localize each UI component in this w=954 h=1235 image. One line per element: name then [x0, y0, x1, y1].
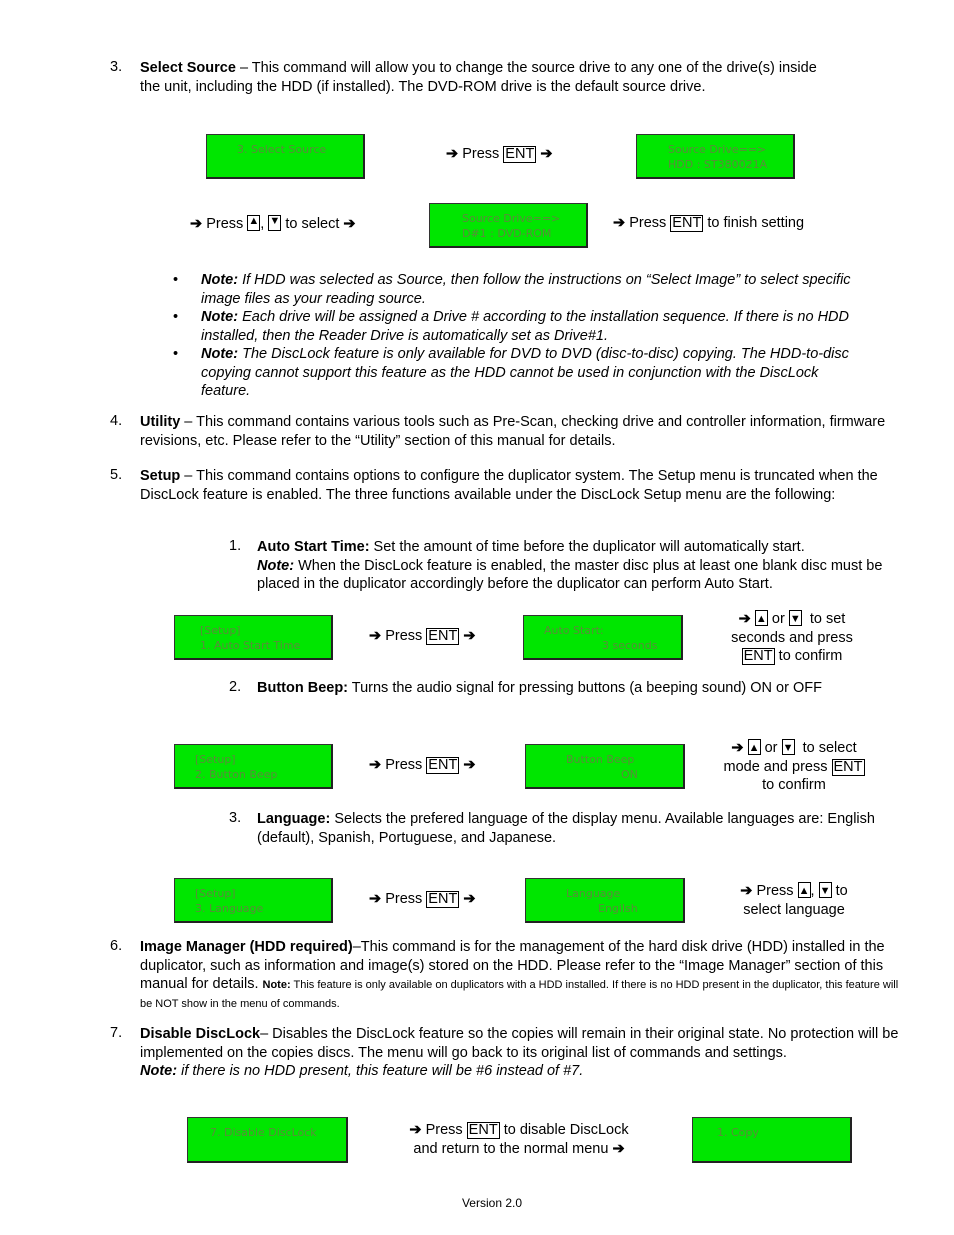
- lcd-line: Source Drive==>: [668, 143, 767, 156]
- lcd-line: [Setup]: [200, 624, 241, 637]
- arrow-icon: ➔: [409, 1122, 422, 1138]
- lcd-line: 3. Language: [195, 902, 264, 915]
- arrow-icon: ➔: [738, 611, 751, 627]
- item-title: Setup: [140, 468, 181, 484]
- lcd-line: Language: [566, 887, 621, 900]
- lcd-select-source: [206, 134, 365, 179]
- to-select-label: to select: [802, 740, 857, 756]
- sub-text: Selects the prefered language of the display menu. Available languages are: English (default), Spanish, Portuguese, and Japanese.: [257, 811, 875, 846]
- sub-text: Turns the audio signal for pressing buttons (a beeping sound) ON or OFF: [348, 680, 822, 696]
- item-text: – This command contains various tools such as Pre-Scan, checking drive and controller information, firmware revisions, etc. Please refer to the “Utility” section of this manual for details.: [140, 414, 886, 449]
- press-label: Press: [629, 215, 667, 231]
- lcd-setup-language: [174, 878, 333, 923]
- sub-text: Set the amount of time before the duplicator will automatically start.: [369, 539, 805, 555]
- disable-instruction: [388, 1121, 650, 1158]
- bullet: •: [173, 272, 179, 288]
- note-text: Each drive will be assigned a Drive # according to the installation sequence. If there is no HDD installed, then the Reader Drive is automatically set as Drive#1.: [201, 309, 849, 344]
- to-confirm-label: to confirm: [778, 648, 843, 664]
- up-arrow-key-icon: ▲: [247, 215, 260, 231]
- lcd-line: Engilsh: [598, 902, 638, 915]
- press-label: Press: [385, 757, 423, 773]
- lcd-line: 1. Auto Start Time: [200, 639, 301, 652]
- lcd-copy: [692, 1117, 852, 1163]
- item-text: –This command is for the management of the hard disk drive (HDD) installed in the duplicator, such as information and image(s) stored on the HDD. Please refer to the “Image Manager” section of this manual for details.: [140, 939, 885, 992]
- item-title: Select Source: [140, 60, 236, 76]
- arrow-icon: ➔: [446, 146, 459, 162]
- select-source-paragraph: [140, 59, 840, 96]
- lcd-line: Button Beep: [566, 753, 635, 766]
- sub-number: 2.: [229, 679, 242, 695]
- note-text: This feature is only available on duplicators with a HDD installed. If there is no HDD present in the duplicator, this feature will be NOT show in the menu of commands.: [140, 979, 899, 1010]
- arrow-icon: ➔: [731, 740, 744, 756]
- lcd-language: [525, 878, 685, 923]
- lcd-disable-disclock: [187, 1117, 348, 1163]
- lcd-line: [Setup]: [195, 887, 236, 900]
- arrow-icon: ➔: [369, 628, 382, 644]
- item-number: 6.: [110, 938, 123, 954]
- arrow-icon: ➔: [540, 146, 553, 162]
- note-item: [173, 345, 866, 401]
- lcd-setup-button-beep: [174, 744, 333, 789]
- arrow-icon: ➔: [190, 216, 203, 232]
- arrow-icon: ➔: [613, 215, 626, 231]
- seconds-label: seconds and press: [731, 629, 853, 646]
- lcd-line: Source Drive==>: [462, 212, 561, 225]
- arrow-icon: ➔: [343, 216, 356, 232]
- or-label: or: [771, 611, 785, 627]
- ent-key: ENT: [468, 1122, 498, 1138]
- sub-number: 3.: [229, 810, 242, 826]
- select-language-label: select language: [743, 901, 845, 918]
- sub-title: Button Beep:: [257, 680, 349, 696]
- item-text: – This command will allow you to change the source drive to any one of the drive(s) inside the unit, including the HDD (if installed). The DVD-ROM drive is the default source drive.: [140, 60, 817, 95]
- press-label: Press: [206, 216, 244, 232]
- down-arrow-key-icon: ▼: [819, 882, 832, 898]
- or-label: or: [764, 740, 778, 756]
- auto-start-paragraph: [257, 538, 887, 594]
- setup-paragraph: [140, 467, 880, 504]
- finish-instruction: [613, 215, 804, 232]
- lcd-auto-start: [523, 615, 683, 660]
- lcd-line: Auto Start:: [544, 624, 604, 637]
- notes-list: [173, 271, 866, 401]
- item-text: – Disables the DiscLock feature so the copies will remain in their original state. No protection will be implemented on the copies discs. The menu will go back to its original list of commands and settings.: [140, 1026, 899, 1061]
- up-arrow-key-icon: ▲: [755, 610, 768, 626]
- item-number: 5.: [110, 467, 123, 483]
- press-ent-instruction: [369, 628, 475, 645]
- note-label: Note:: [257, 557, 295, 574]
- note-text: The DiscLock feature is only available for DVD to DVD (disc-to-disc) copying. The HDD-to-disc copying cannot support this feature as the HDD cannot be used in conjunction with the DiscLock feature.: [201, 346, 849, 399]
- lcd-button-beep: [525, 744, 685, 789]
- item-text: – This command contains options to configure the duplicator system. The Setup menu is truncated when the DiscLock feature is enabled. The three functions available under the DiscLock Setup menu are the following:: [140, 468, 878, 503]
- to-select-label: to select: [285, 216, 340, 232]
- ent-key: ENT: [743, 648, 773, 664]
- ent-key: ENT: [428, 628, 458, 644]
- press-ent-instruction: [369, 757, 475, 774]
- arrow-icon: ➔: [612, 1140, 625, 1157]
- ent-key: ENT: [428, 891, 458, 907]
- press-label: Press: [425, 1122, 463, 1138]
- lcd-line: 3 seconds: [602, 639, 658, 652]
- utility-paragraph: [140, 413, 900, 450]
- arrow-icon: ➔: [740, 883, 753, 899]
- arrow-icon: ➔: [369, 757, 382, 773]
- and-return-label: and return to the normal menu: [413, 1140, 609, 1157]
- lcd-source-dvd: [429, 203, 588, 248]
- down-arrow-key-icon: ▼: [782, 739, 795, 755]
- press-ent-instruction: [369, 891, 475, 908]
- button-beep-paragraph: [257, 679, 897, 698]
- item-number: 4.: [110, 413, 123, 429]
- ent-key: ENT: [505, 146, 535, 162]
- to-label: to: [835, 883, 848, 899]
- to-set-label: to set: [809, 611, 846, 627]
- lcd-line: ON: [621, 768, 638, 781]
- press-label: Press: [385, 628, 423, 644]
- lcd-line: [Setup]: [195, 753, 236, 766]
- lcd-setup-auto-start: [174, 615, 333, 660]
- select-language-instruction: ➔ Press ▲ , ▼ to select language: [740, 883, 848, 918]
- bullet: •: [173, 346, 179, 362]
- note-label: Note:: [262, 979, 291, 991]
- select-mode-instruction: [712, 739, 876, 795]
- sub-title: Language:: [257, 811, 331, 827]
- lcd-line: D#1 : DVD-ROM: [462, 227, 552, 240]
- lcd-line: 2. Button Beep: [195, 768, 278, 781]
- lcd-line: HDD : ST380021A: [668, 158, 768, 171]
- language-paragraph: [257, 810, 887, 847]
- item-title: Utility: [140, 414, 181, 430]
- set-seconds-instruction: [712, 610, 872, 666]
- sub-title: Auto Start Time:: [257, 539, 370, 555]
- ent-key: ENT: [833, 758, 863, 775]
- press-label: Press: [462, 146, 500, 162]
- to-confirm-label: to confirm: [762, 777, 826, 793]
- note-item: [173, 271, 866, 308]
- lcd-line: 7. Disable DiscLock: [210, 1126, 317, 1139]
- to-disable-label: to disable DiscLock: [503, 1122, 629, 1138]
- press-label: Press: [385, 891, 423, 907]
- note-text: if there is no HDD present, this feature will be #6 instead of #7.: [177, 1063, 584, 1079]
- arrow-icon: ➔: [463, 891, 476, 907]
- note-text: When the DiscLock feature is enabled, the master disc plus at least one blank disc must be placed in the duplicator accordingly before the duplicator can perform Auto Start.: [257, 557, 883, 592]
- arrow-icon: ➔: [369, 891, 382, 907]
- down-arrow-key-icon: ▼: [268, 215, 281, 231]
- up-arrow-key-icon: ▲: [798, 882, 811, 898]
- bullet: •: [173, 309, 179, 325]
- image-manager-paragraph: [140, 938, 910, 1012]
- note-label: Note:: [201, 272, 239, 288]
- lcd-source-hdd: [636, 134, 795, 179]
- arrow-icon: ➔: [463, 757, 476, 773]
- ent-key: ENT: [672, 215, 702, 231]
- lcd-line: 3. Select Source: [237, 143, 327, 156]
- note-label: Note:: [140, 1063, 178, 1079]
- press-arrows-instruction: ➔ Press ▲ , ▼ to select ➔: [190, 215, 356, 232]
- note-text: If HDD was selected as Source, then follow the instructions on “Select Image” to select specific image files as your reading source.: [201, 272, 851, 307]
- down-arrow-key-icon: ▼: [789, 610, 802, 626]
- to-finish-label: to finish setting: [707, 215, 805, 231]
- disable-disclock-paragraph: [140, 1025, 912, 1081]
- item-title: Image Manager (HDD required): [140, 939, 353, 955]
- item-number: 3.: [110, 59, 123, 75]
- up-arrow-key-icon: ▲: [748, 739, 761, 755]
- footer-version: Version 2.0: [461, 1196, 523, 1210]
- sub-number: 1.: [229, 538, 242, 554]
- note-item: [173, 308, 866, 345]
- note-label: Note:: [201, 346, 239, 362]
- arrow-icon: ➔: [463, 628, 476, 644]
- ent-key: ENT: [428, 757, 458, 773]
- item-number: 7.: [110, 1025, 123, 1041]
- press-label: Press: [756, 883, 794, 899]
- press-ent-instruction: [446, 146, 552, 163]
- item-title: Disable DiscLock: [140, 1026, 261, 1042]
- note-label: Note:: [201, 309, 239, 325]
- mode-label: mode and press: [723, 758, 828, 775]
- lcd-line: 1. Copy: [717, 1126, 759, 1139]
